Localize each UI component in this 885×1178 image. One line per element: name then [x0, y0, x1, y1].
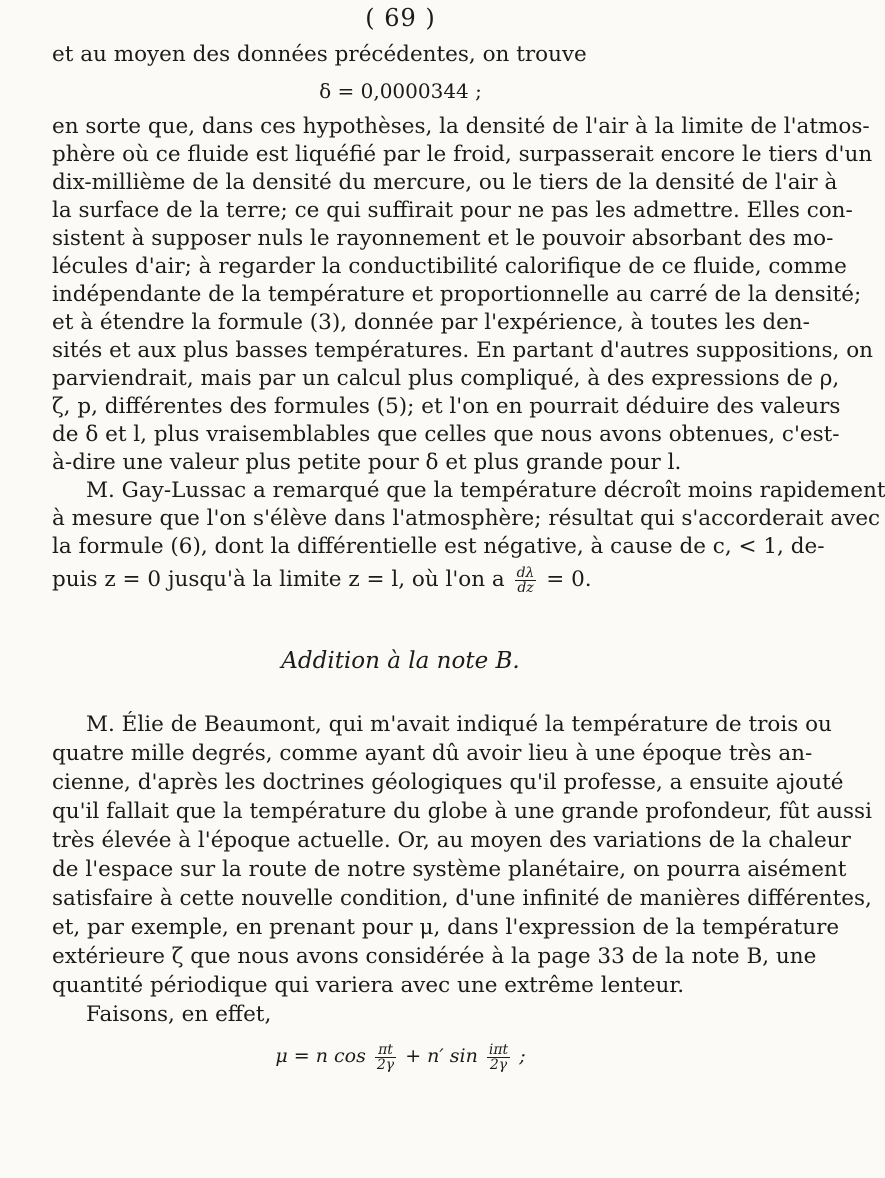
- text-line: la formule (6), dont la différentielle est négative, à cause de c, < 1, de-: [52, 534, 825, 559]
- text-line: M. Élie de Beaumont, qui m'avait indiqué la température de trois ou: [86, 712, 832, 737]
- text-line: sistent à supposer nuls le rayonnement et le pouvoir absorbant des mo-: [52, 226, 834, 251]
- text-line: de l'espace sur la route de notre système planétaire, on pourra aisément: [52, 857, 847, 882]
- text-line: très élevée à l'époque actuelle. Or, au moyen des variations de la chaleur: [52, 828, 851, 853]
- text-line: et, par exemple, en prenant pour μ, dans l'expression de la température: [52, 915, 840, 940]
- fraction-i-pi-t: [487, 1043, 510, 1072]
- fraction-dlambda-dz: [515, 566, 537, 595]
- text-line: Faisons, en effet,: [86, 1002, 272, 1027]
- text-line: la surface de la terre; ce qui suffirait pour ne pas les admettre. Elles con-: [52, 198, 853, 223]
- text-line: en sorte que, dans ces hypothèses, la densité de l'air à la limite de l'atmos-: [52, 114, 870, 139]
- page-number: ( 69 ): [365, 4, 436, 32]
- text-line: et à étendre la formule (3), donnée par l'expérience, à toutes les den-: [52, 310, 810, 335]
- fraction-numerator: dλ: [516, 564, 535, 581]
- fraction-pi-t: [375, 1043, 396, 1072]
- text-line: parviendrait, mais par un calcul plus compliqué, à des expressions de ρ,: [52, 366, 840, 391]
- section-heading: Addition à la note B.: [281, 648, 520, 674]
- text-line: M. Gay-Lussac a remarqué que la température décroît moins rapidement: [86, 478, 885, 503]
- fraction-numerator: πt: [375, 1043, 396, 1058]
- text-line: cienne, d'après les doctrines géologiques qu'il professe, a ensuite ajouté: [52, 770, 844, 795]
- text-line: extérieure ζ que nous avons considérée à la page 33 de la note B, une: [52, 944, 817, 969]
- text-line: qu'il fallait que la température du globe à une grande profondeur, fût aussi: [52, 799, 872, 824]
- text-line: phère où ce fluide est liquéfié par le froid, surpasserait encore le tiers d'un: [52, 142, 873, 167]
- formula-lhs: μ = n cos: [275, 1045, 366, 1067]
- fraction-denominator: dz: [517, 579, 534, 596]
- text-segment: puis z = 0 jusqu'à la limite z = l, où l'on a: [52, 567, 505, 592]
- fraction-denominator: 2γ: [376, 1056, 395, 1073]
- text-line: à-dire une valeur plus petite pour δ et plus grande pour l.: [52, 450, 682, 475]
- text-segment: = 0.: [546, 567, 592, 592]
- text-line: et au moyen des données précédentes, on trouve: [52, 42, 587, 67]
- text-line: indépendante de la température et proportionnelle au carré de la densité;: [52, 282, 862, 307]
- formula-middle: + n′ sin: [405, 1045, 478, 1067]
- text-line: quatre mille degrés, comme ayant dû avoir lieu à une époque très an-: [52, 741, 813, 766]
- text-line: dix-millième de la densité du mercure, ou le tiers de la densité de l'air à: [52, 170, 838, 195]
- formula-end: ;: [519, 1045, 526, 1067]
- text-line: de δ et l, plus vraisemblables que celles que nous avons obtenues, c'est-: [52, 422, 840, 447]
- text-line: sités et aux plus basses températures. En partant d'autres suppositions, on: [52, 338, 873, 363]
- formula-mu: [0, 1036, 801, 1076]
- text-line: quantité périodique qui variera avec une extrême lenteur.: [52, 973, 685, 998]
- text-line: satisfaire à cette nouvelle condition, d'une infinité de manières différentes,: [52, 886, 872, 911]
- text-line: lécules d'air; à regarder la conductibilité calorifique de ce fluide, comme: [52, 254, 847, 279]
- text-line: ζ, p, différentes des formules (5); et l'on en pourrait déduire des valeurs: [52, 394, 841, 419]
- fraction-numerator: iπt: [488, 1041, 509, 1058]
- equation-delta: δ = 0,0000344 ;: [319, 79, 482, 103]
- text-line-with-fraction: [52, 562, 752, 598]
- text-line: à mesure que l'on s'élève dans l'atmosphère; résultat qui s'accorderait avec: [52, 506, 881, 531]
- fraction-denominator: 2γ: [489, 1056, 508, 1073]
